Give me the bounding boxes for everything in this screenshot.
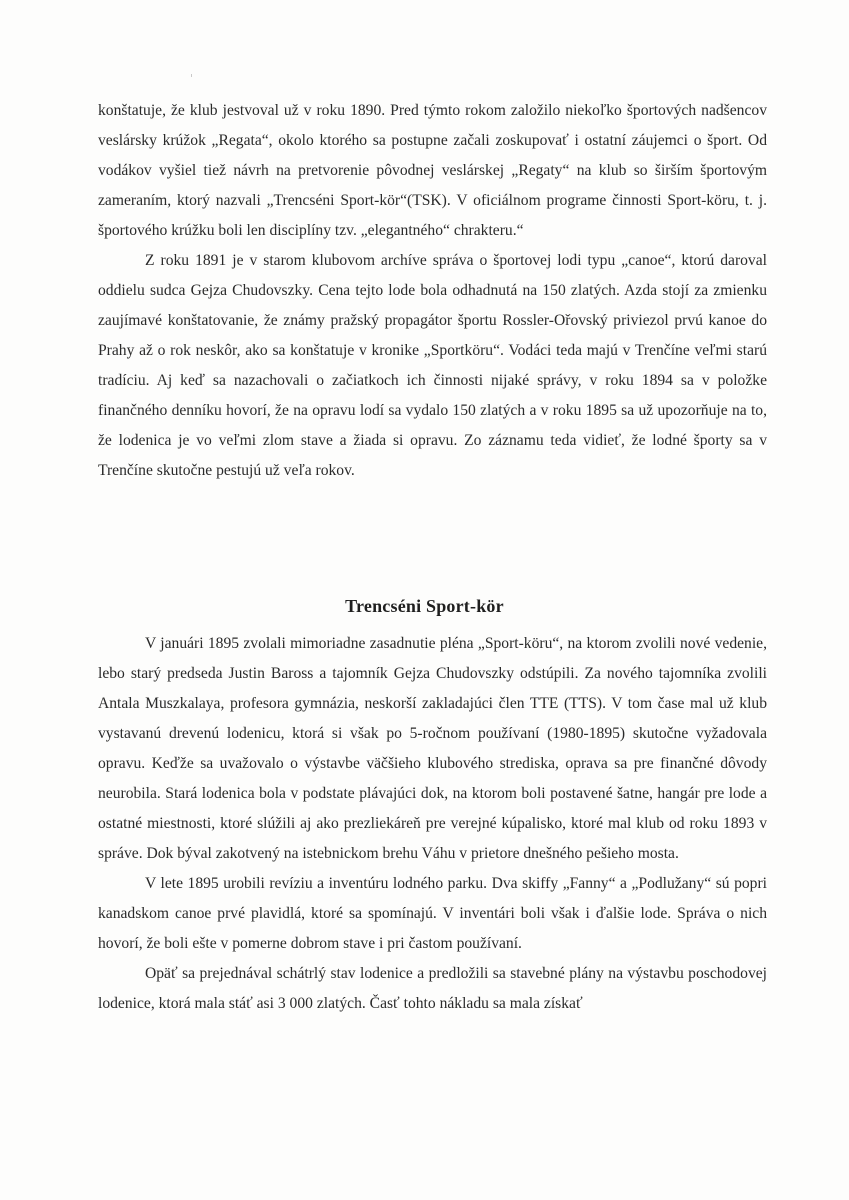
scan-speck xyxy=(191,74,192,77)
section-text xyxy=(98,629,767,1019)
paragraph-continuation: konštatuje, že klub jestvoval už v roku 1890. Pred týmto rokom založilo niekoľko športových nadšencov veslársky krúžok „Regata“, okolo ktorého sa postupne začali zoskupovať i ostatní záujemci o šport. Od vodákov vyšiel tiež návrh na pretvorenie pôvodnej veslárskej „Regaty“ na klub so širším športovým zameraním, ktorý nazvali „Trencséni Sport-kör“(TSK). V oficiálnom programe činnosti Sport-köru, t. j. športového krúžku boli len disciplíny tzv. „elegantného“ chrakteru.“ xyxy=(98,102,767,239)
paragraph-summer-1895: V lete 1895 urobili revíziu a inventúru lodného parku. Dva skiffy „Fanny“ a „Podlužany“ sú popri kanadskom canoe prvé plavidlá, ktoré sa spomínajú. V inventári boli však i ďalšie lode. Správa o nich hovorí, že boli ešte v pomerne dobrom stave i pri častom používaní. xyxy=(98,875,767,952)
paragraph-january-1895: V januári 1895 zvolali mimoriadne zasadnutie pléna „Sport-köru“, na ktorom zvolili nové vedenie, lebo starý predseda Justin Baross a tajomník Gejza Chudovszky odstúpili. Za nového tajomníka zvolili Antala Muszkalaya, profesora gymnázia, neskorší zakladajúci člen TTE (TTS). V tom čase mal už klub vystavanú drevenú lodenicu, ktorá si však po 5-ročnom používaní (1980-1895) skutočne vyžadovala opravu. Keďže sa uvažovalo o výstavbe väčšieho klubového strediska, oprava sa pre finančné dôvody neurobila. Stará lodenica bola v podstate plávajúci dok, na ktorom boli postavené šatne, hangár pre lode a ostatné miestnosti, ktoré slúžili aj ako prezliekáreň pre verejné kúpalisko, ktoré mal klub od roku 1893 v správe. Dok býval zakotvený na istebnickom brehu Váhu v prietore dnešného pešieho mosta. xyxy=(98,635,767,862)
paragraph-canoe-1891: Z roku 1891 je v starom klubovom archíve správa o športovej lodi typu „canoe“, ktorú daroval oddielu sudca Gejza Chudovszky. Cena tejto lode bola odhadnutá na 150 zlatých. Azda stojí za zmienku zaujímavé konštatovanie, že známy pražský propagátor športu Rossler-Ořovský priviezol prvú kanoe do Prahy až o rok neskôr, ako sa konštatuje v kronike „Sportköru“. Vodáci teda majú v Trenčíne veľmi starú tradíciu. Aj keď sa nazachovali o začiatkoch ich činnosti nijaké správy, v roku 1894 sa v položke finančného denníku hovorí, že na opravu lodí sa vydalo 150 zlatých a v roku 1895 sa už upozorňuje na to, že lodenica je vo veľmi zlom stave a žiada si opravu. Zo záznamu teda vidieť, že lodné športy sa v Trenčíne skutočne pestujú už veľa rokov. xyxy=(98,252,767,479)
section-heading: Trencséni Sport-kör xyxy=(345,596,504,616)
paragraph-boathouse-plans: Opäť sa prejednával schátrlý stav lodenice a predložili sa stavebné plány na výstavbu poschodovej lodenice, ktorá mala stáť asi 3 000 zlatých. Časť tohto nákladu sa mala získať xyxy=(98,965,767,1012)
opening-text xyxy=(98,96,767,486)
